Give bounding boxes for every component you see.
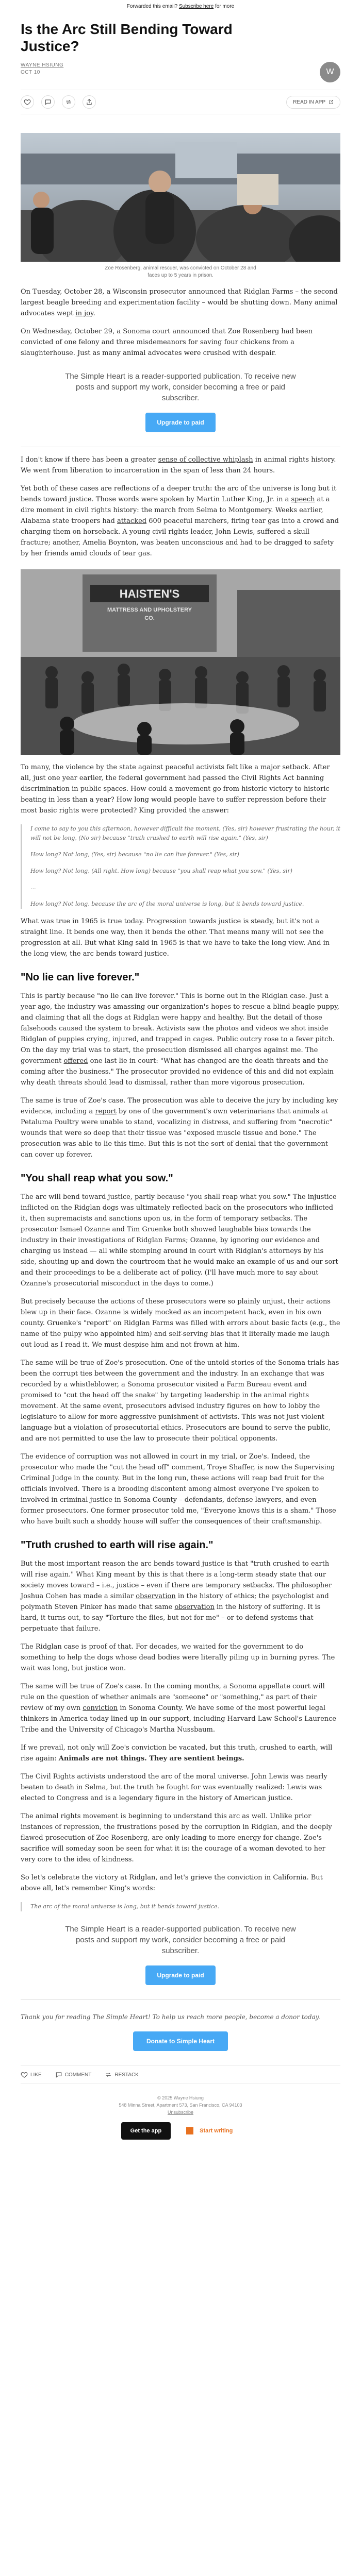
bottom-actions: [21, 2065, 340, 2084]
restack-button[interactable]: [62, 95, 75, 109]
paragraph: The Ridglan case is proof of that. For decades, we waited for the government to do something to help the dogs whose dead bodies were literally piling up in burning pyres. The wait was long, but justice won.: [21, 1643, 335, 1672]
paragraph: On Tuesday, October 28, a Wisconsin prosecutor announced that Ridglan Farms – the second largest beagle breeding and experimentation facility – would be shutting down. Many animal advocates wept in joy.: [21, 288, 338, 317]
paragraph: The same is true of Zoe's case. The prosecution was able to deceive the jury by including key evidence, including a report by one of the government's own veterinarians that animals at Petaluma Poultry were unable to stand, vocalizing in distress, and suffering from "necrotic" wounds that were so deep that their tissue was "exposed muscle tissue and bone." The prosecution was able to lie this time. But this is not the sort of denial that the government can cover up forever.: [21, 1097, 338, 1159]
inline-link[interactable]: in joy: [75, 310, 93, 317]
paragraph: I don't know if there has been a greater sense of collective whiplash in animal rights history. We went from liberation to incarceration in the span of less than 24 hours.: [21, 456, 336, 474]
upgrade-button[interactable]: Upgrade to paid: [145, 413, 215, 432]
paragraph: The Civil Rights activists understood the arc of the moral universe. John Lewis was nearly beaten to death in Selma, but the truth he fought for was eventually realized: Lewis was elected to Congress and is a legendary figure in the history of American justice.: [21, 1773, 327, 1802]
subscribe-text: The Simple Heart is a reader-supported publication. To receive new posts and support my work, consider becoming a free or paid subscriber.: [65, 372, 296, 402]
author-name[interactable]: WAYNE HSIUNG: [21, 62, 64, 68]
selma-photo-illustration: [21, 569, 340, 755]
subscribe-link[interactable]: Subscribe here: [178, 4, 214, 9]
footer: © 2025 Wayne Hsiung 548 Minna Street, Apartment 573, San Francisco, CA 94103 Unsubscribe Get the app Start writing: [21, 2094, 340, 2140]
protest-photo: [21, 133, 340, 262]
paragraph: This is partly because "no lie can live forever." This is borne out in the Ridglan case. Just a year ago, the industry was amassing our organization's hopes to rescue a blind beagle puppy, and claiming that all the dogs at Ridglan were happy and healthy. But the detail of those falsehoods caused the system to break. Activists saw the photos and videos we shot inside Ridglan of puppies crying, injured, and trapped in cages. Public outcry rose to a fever pitch. On the day my trial was to start, the prosecution dismissed all charges against me. The government offered one last lie in court: "What has changed are the death threats and the coming after the business." The prosecutor provided no evidence of this and did not explain why death threats should lead to dismissal, rather than more vigorous prosecution.: [21, 992, 339, 1087]
inline-link[interactable]: sense of collective whiplash: [158, 456, 253, 464]
photo-caption: Zoe Rosenberg, animal rescuer, was convicted on October 28 and faces up to 5 years in prison.: [105, 265, 256, 278]
inline-link[interactable]: conviction: [83, 1704, 118, 1712]
forwarded-banner: Forwarded this email? Subscribe here for more: [126, 4, 235, 9]
read-in-app-button[interactable]: READ IN APP: [286, 96, 340, 109]
sign-subtext-2: CO.: [144, 615, 155, 621]
like-button[interactable]: LIKE: [21, 2071, 42, 2078]
heart-icon: [24, 98, 31, 106]
comment-icon: [55, 2071, 62, 2078]
paragraph: The arc will bend toward justice, partly because "you shall reap what you sow." The injustice inflicted on the Ridglan dogs was ultimately reflected back on the prosecutors who inflicted it, then supremacists and sanctions upon us, in the form of temporary setbacks. The prosecutor Ismael Ozanne and Tim Gruenke both showed laughable bias towards the industry in their investigations of Ridglan Farms; Ozanne, by ignoring our evidence and charging us instead — all while stomping around in court with Ridglan's attorneys by his side, shouting up and down the courtroom that he would make an example of us and our sort and their proceedings to be a deliberate act of policy. (I'll have much more to say about Ozanne's prosecutorial misconduct in the days to come.): [21, 1193, 338, 1287]
upgrade-button[interactable]: Upgrade to paid: [145, 1965, 215, 1985]
avatar[interactable]: W: [320, 62, 340, 82]
paragraph: What was true in 1965 is true today. Progression towards justice is steady, but it's not a straight line. It bends one way, then it bends the other. That means many will not see the progression at all. But what King said in 1965 is that we have to take the long view. And in the long view, the arc bends toward justice.: [21, 918, 330, 958]
byline: [21, 62, 340, 82]
start-writing-button[interactable]: Start writing: [179, 2122, 240, 2140]
like-button[interactable]: [21, 95, 34, 109]
post-container: [21, 21, 340, 2140]
paragraph: To many, the violence by the state against peaceful activists felt like a major setback. After all, just one year earlier, the federal government had passed the Civil Rights Act banning discrimination in public spaces. How could a movement go from historic victory to historic beating in less than a year? How long would people have to suffer repression before their most basic rights were protected? King provided the answer:: [21, 764, 330, 815]
paragraph: But precisely because the actions of these prosecutors were so plainly unjust, their actions blew up in their face. Ozanne is widely mocked as an incompetent hack, even in his own county. Gruenke's "report" on Ridglan Farms was filled with errors about basic facts (e.g., the name of the pulpy who appointed him) and self-serving bias that it literally made me laugh out loud as I read it. We must despise him and not frown at him.: [21, 1298, 340, 1349]
paragraph: The same will be true of Zoe's prosecution. One of the untold stories of the Sonoma trials has been the corrupt ties between the government and the industry. In an exchange that was recorded by a whistleblower, a Sonoma prosecutor visited a Farm Bureau event and promised to "cut the head off the snake" by targeting leadership in the animal rights movement. At the same event, prosecutors advised industry figures on how to lobby the legislature to allow for more aggressive punishment of activists. This was not just violent language but a violation of prosecutorial ethics. Prosecutors are bound to serve the public, and are not permitted to use the law to prosecute their political opponents.: [21, 1359, 339, 1443]
protest-photo-illustration: [21, 133, 340, 262]
section-heading: "You shall reap what you sow.": [21, 1173, 173, 1184]
comment-button[interactable]: [41, 95, 55, 109]
section-heading: "No lie can live forever.": [21, 972, 140, 983]
donate-button[interactable]: Donate to Simple Heart: [133, 2031, 228, 2051]
paragraph: But the most important reason the arc bends toward justice is that "truth crushed to earth will rise again." What King meant by this is that there is a long-term steady state that our society moves toward – i.e., justice – even if there are temporary setbacks. The philosopher Joshua Cohen has made a similar observation in the history of ethics; the psychologist and polymath Steven Pinker has made that same observation in the history of suffering. It is hard, it turns out, to say "Torture the flies, but not for me" – or to defend systems that perpetuate that failure.: [21, 1560, 332, 1633]
paragraph: The evidence of corruption was not allowed in court in my trial, or Zoe's. Indeed, the prosecutor who made the "cut the head off" comment, Troye Shaffer, is now the Supervising Criminal Judge in the county. But in the long run, these actions will reap bad fruit for the officials involved. There is a brooding discontent among almost everyone I've spoken to involved in criminal justice in Sonoma County – defendants, defense lawyers, and even former prosecutors. One former prosecutor told me, "Everyone knows this is a sham." Those who have built such a shoddy house will suffer the consequences of their craftsmanship.: [21, 1453, 336, 1526]
inline-link[interactable]: speech: [291, 496, 315, 503]
donate-cta-text: Thank you for reading The Simple Heart! To help us reach more people, become a donor today.: [21, 2013, 320, 2021]
closing-quote: The arc of the moral universe is long, but it bends toward justice.: [21, 1902, 340, 1911]
share-icon: [86, 98, 93, 106]
restack-icon: [105, 2071, 112, 2078]
get-app-button[interactable]: Get the app: [121, 2122, 171, 2140]
king-quote: I come to say to you this afternoon, however difficult the moment, (Yes, sir) however frustrating the hour, it will not be long, (No sir) because "truth crushed to earth will rise again." (Yes, sir) How long? Not long, (Yes, sir) because "no lie can live forever." (Yes, sir) How long? Not long, (All right. How long) because "you shall reap what you sow." (Yes, sir) ... How long? Not long, because the arc of the moral universe is long, but it bends toward justice.: [21, 824, 340, 909]
post-actions: [21, 90, 340, 114]
restack-button[interactable]: RESTACK: [105, 2071, 139, 2078]
substack-logo-icon: [186, 2127, 193, 2134]
selma-photo: [21, 569, 340, 755]
inline-link[interactable]: offered: [63, 1057, 88, 1065]
post-title: Is the Arc Still Bending Toward Justice?: [21, 21, 233, 54]
comment-button[interactable]: COMMENT: [55, 2071, 92, 2078]
paragraph: The same will be true of Zoe's case. In the coming months, a Sonoma appellate court will rule on the question of whether animals are "someone" or "something," as part of their review of my own conviction in Sonoma County. We have some of the most powerful legal thinkers in America today lined up in our support, including Harvard Law School's Laurence Tribe and the University of Chicago's Martha Nussbaum.: [21, 1683, 337, 1734]
heart-icon: [21, 2071, 28, 2078]
comment-icon: [44, 98, 52, 106]
section-heading: "Truth crushed to earth will rise again.": [21, 1539, 214, 1551]
paragraph: Yet both of these cases are reflections of a deeper truth: the arc of the universe is long but it bends toward justice. Those words were spoken by Martin Luther King, Jr. in a speech at a dire moment in civil rights history: the march from Selma to Montgomery. Weeks earlier, Alabama state troopers had attacked 600 peaceful marchers, firing tear gas into a crowd and charging them on horseback. A young civil rights leader, John Lewis, suffered a skull fracture; another, Amelia Boynton, was beaten unconscious and had to be dragged to safety by her friends amid clouds of tear gas.: [21, 485, 339, 557]
paragraph: On Wednesday, October 29, a Sonoma court announced that Zoe Rosenberg had been convicted of one felony and three misdemeanors for saving four chickens from a slaughterhouse. Just as many animal advocates were crushed with despair.: [21, 328, 313, 357]
inline-link[interactable]: attacked: [117, 517, 147, 525]
subscribe-box: [21, 371, 340, 447]
post-date: OCT 10: [21, 70, 40, 75]
paragraph: The animal rights movement is beginning to understand this arc as well. Unlike prior instances of repression, the frustrations posed by the corruption in Ridglan, and the deeply flawed prosecution of Zoe Rosenberg, are only leading to more energy for change. Zoe's sacrifice will someday soon be seen for what it is: the courage of a woman devoted to her very core to the idea of kindness.: [21, 1812, 332, 1863]
subscribe-text: The Simple Heart is a reader-supported publication. To receive new posts and support my work, consider becoming a free or paid subscriber.: [65, 1925, 296, 1955]
unsubscribe-link[interactable]: Unsubscribe: [167, 2110, 194, 2115]
restack-icon: [65, 98, 72, 106]
paragraph: So let's celebrate the victory at Ridglan, and let's grieve the conviction in California. But above all, let's remember King's words:: [21, 1874, 323, 1892]
inline-link[interactable]: observation: [136, 1592, 176, 1600]
share-button[interactable]: [83, 95, 96, 109]
inline-link[interactable]: report: [95, 1108, 117, 1115]
external-link-icon: [329, 99, 334, 105]
sign-text: HAISTEN'S: [119, 587, 180, 600]
sign-subtext: MATTRESS AND UPHOLSTERY: [107, 607, 192, 613]
inline-link[interactable]: observation: [174, 1603, 215, 1611]
paragraph: If we prevail, not only will Zoe's conviction be vacated, but this truth, crushed to earth, will rise again: Animals are not things. They are sentient beings.: [21, 1744, 333, 1762]
subscribe-box: [21, 1924, 340, 2000]
